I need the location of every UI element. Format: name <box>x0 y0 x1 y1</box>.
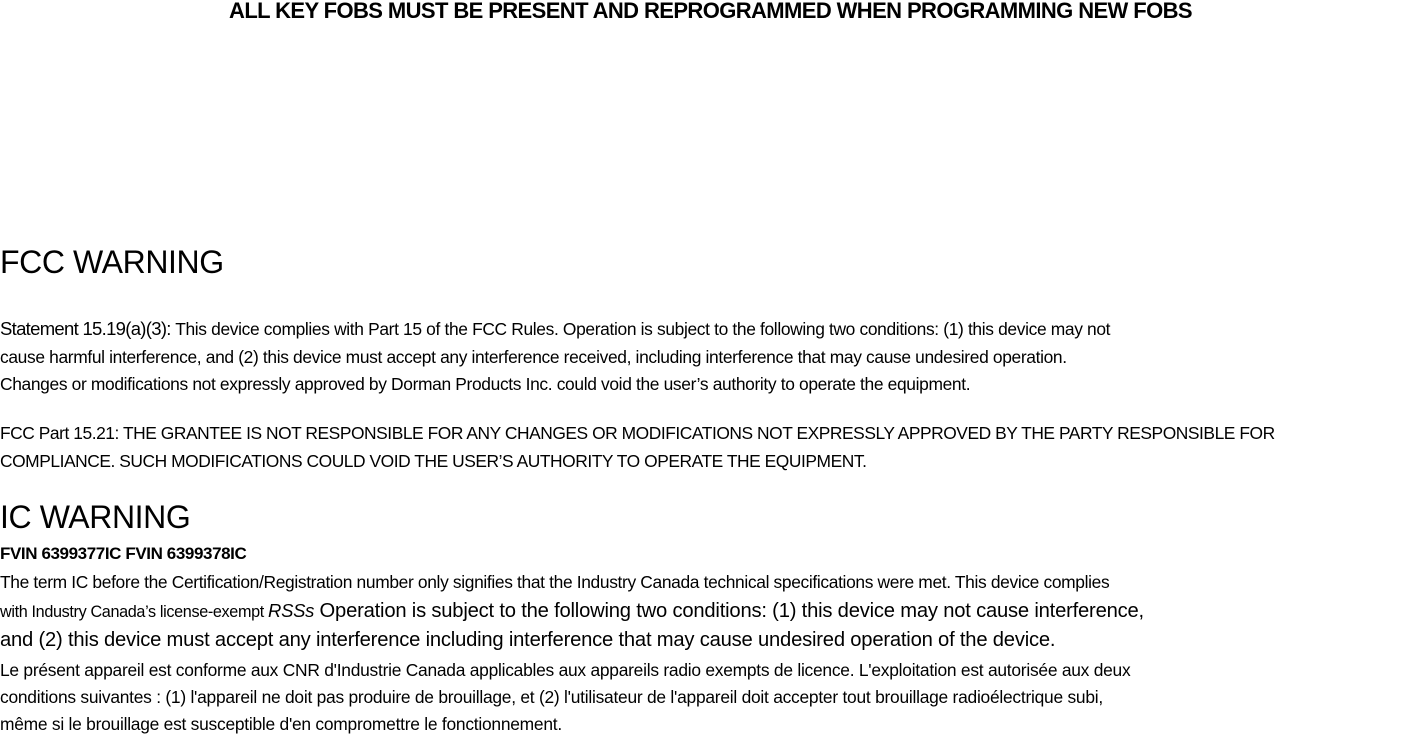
fcc-part-15-21-line-2: COMPLIANCE. SUCH MODIFICATIONS COULD VOID THE USER’S AUTHORITY TO OPERATE THE EQUIPMENT. <box>0 451 867 471</box>
fcc-statement-line-1 <box>0 318 1110 340</box>
fcc-statement-text: This device complies with Part 15 of the FCC Rules. Operation is subject to the following two conditions: (1) this device may not <box>175 319 1111 339</box>
fcc-statement-line-3: Changes or modifications not expressly approved by Dorman Products Inc. could void the user’s authority to operate the equipment. <box>0 374 971 394</box>
fob-notice: ALL KEY FOBS MUST BE PRESENT AND REPROGRAMMED WHEN PROGRAMMING NEW FOBS <box>229 0 1192 23</box>
ic-warning-heading: IC WARNING <box>0 499 191 535</box>
fcc-warning-heading: FCC WARNING <box>0 244 224 280</box>
fcc-statement-line-2: cause harmful interference, and (2) this device must accept any interference received, including interference that may cause undesired operation. <box>0 347 1067 367</box>
ic-text-line-2-start: with Industry Canada’s license-exempt <box>0 603 269 621</box>
fcc-part-15-21-line-1: FCC Part 15.21: THE GRANTEE IS NOT RESPONSIBLE FOR ANY CHANGES OR MODIFICATIONS NOT EXPRESSLY APPROVED BY THE PARTY RESPONSIBLE FOR <box>0 423 1275 443</box>
fvin-numbers: FVIN 6399377IC FVIN 6399378IC <box>0 544 247 563</box>
ic-text-line-3: and (2) this device must accept any interference including interference that may cause undesired operation of the device. <box>0 629 1056 651</box>
ic-text-line-1: The term IC before the Certification/Registration number only signifies that the Industry Canada technical specifications were met. This device complies <box>0 572 1110 592</box>
ic-text-line-2 <box>0 600 1144 623</box>
ic-text-line-2-end: Operation is subject to the following two conditions: (1) this device may not cause interference, <box>314 600 1144 622</box>
fcc-statement-label: Statement 15.19(a)(3): <box>0 318 171 339</box>
ic-french-line-3: même si le brouillage est susceptible d'en compromettre le fonctionnement. <box>0 714 562 734</box>
rss-term: RSSs <box>268 600 315 621</box>
ic-french-line-2: conditions suivantes : (1) l'appareil ne doit pas produire de brouillage, et (2) l'utilisateur de l'appareil doit accepter tout brouillage radioélectrique subi, <box>0 687 1103 707</box>
ic-french-line-1: Le présent appareil est conforme aux CNR d'Industrie Canada applicables aux appareils radio exempts de licence. L'exploitation est autorisée aux deux <box>0 660 1131 680</box>
